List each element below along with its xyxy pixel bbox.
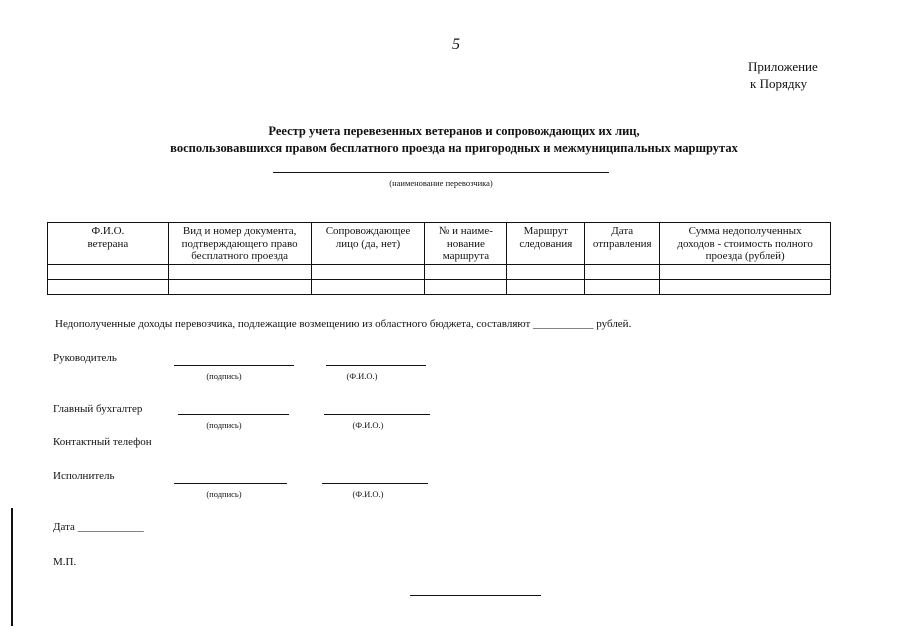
- table-header-row: [48, 223, 831, 265]
- header-route: Маршрут следования: [507, 223, 585, 265]
- income-statement: [55, 318, 631, 330]
- head-signature-caption: (подпись): [206, 371, 242, 381]
- document-title-line-2: воспользовавшихся правом бесплатного проезда на пригородных и межмуниципальных маршрутах: [170, 141, 738, 155]
- appendix-label: [748, 58, 818, 92]
- date-label: Дата: [53, 521, 75, 533]
- margin-line: [11, 508, 13, 626]
- table-row: [48, 264, 831, 279]
- contact-phone-label: Контактный телефон: [53, 436, 152, 448]
- accountant-name-line: [324, 414, 430, 415]
- header-departure-date: Дата отправления: [585, 223, 660, 265]
- appendix-line-1: Приложение: [748, 59, 818, 74]
- header-lost-income: Сумма недополученных доходов - стоимость полного проезда (рублей): [660, 223, 831, 265]
- header-companion: Сопровождающее лицо (да, нет): [311, 223, 425, 265]
- head-name-caption: (Ф.И.О.): [346, 371, 378, 381]
- chief-accountant-label: Главный бухгалтер: [53, 403, 143, 415]
- head-name-line: [326, 365, 426, 366]
- date-row: [53, 521, 144, 533]
- income-text: Недополученные доходы перевозчика, подлежащие возмещению из областного бюджета, составляют: [55, 318, 531, 330]
- executor-name-caption: (Ф.И.О.): [352, 489, 384, 499]
- executor-name-line: [322, 483, 428, 484]
- accountant-signature-caption: (подпись): [206, 420, 242, 430]
- accountant-signature-line: [178, 414, 289, 415]
- head-signature-line: [174, 365, 294, 366]
- executor-signature-line: [174, 483, 287, 484]
- stamp-label: М.П.: [53, 556, 77, 568]
- header-veteran-name: Ф.И.О. ветерана: [48, 223, 169, 265]
- income-amount-field: ___________: [533, 318, 594, 330]
- registry-table: [47, 222, 831, 295]
- income-unit: рублей.: [596, 318, 632, 330]
- date-field: ____________: [77, 521, 144, 533]
- footer-line: [410, 595, 541, 596]
- document-title-line-1: Реестр учета перевезенных ветеранов и сопровождающих их лиц,: [268, 124, 640, 138]
- carrier-name-caption: (наименование перевозчика): [389, 178, 493, 188]
- page-number: 5: [452, 36, 460, 53]
- table-row: [48, 279, 831, 294]
- appendix-line-2: к Порядку: [750, 76, 808, 91]
- executor-label: Исполнитель: [53, 470, 115, 482]
- header-route-number: № и наиме- нование маршрута: [425, 223, 507, 265]
- carrier-name-line: [273, 172, 609, 173]
- executor-signature-caption: (подпись): [206, 489, 242, 499]
- header-document: Вид и номер документа, подтверждающего право бесплатного проезда: [168, 223, 311, 265]
- head-label: Руководитель: [53, 352, 117, 364]
- accountant-name-caption: (Ф.И.О.): [352, 420, 384, 430]
